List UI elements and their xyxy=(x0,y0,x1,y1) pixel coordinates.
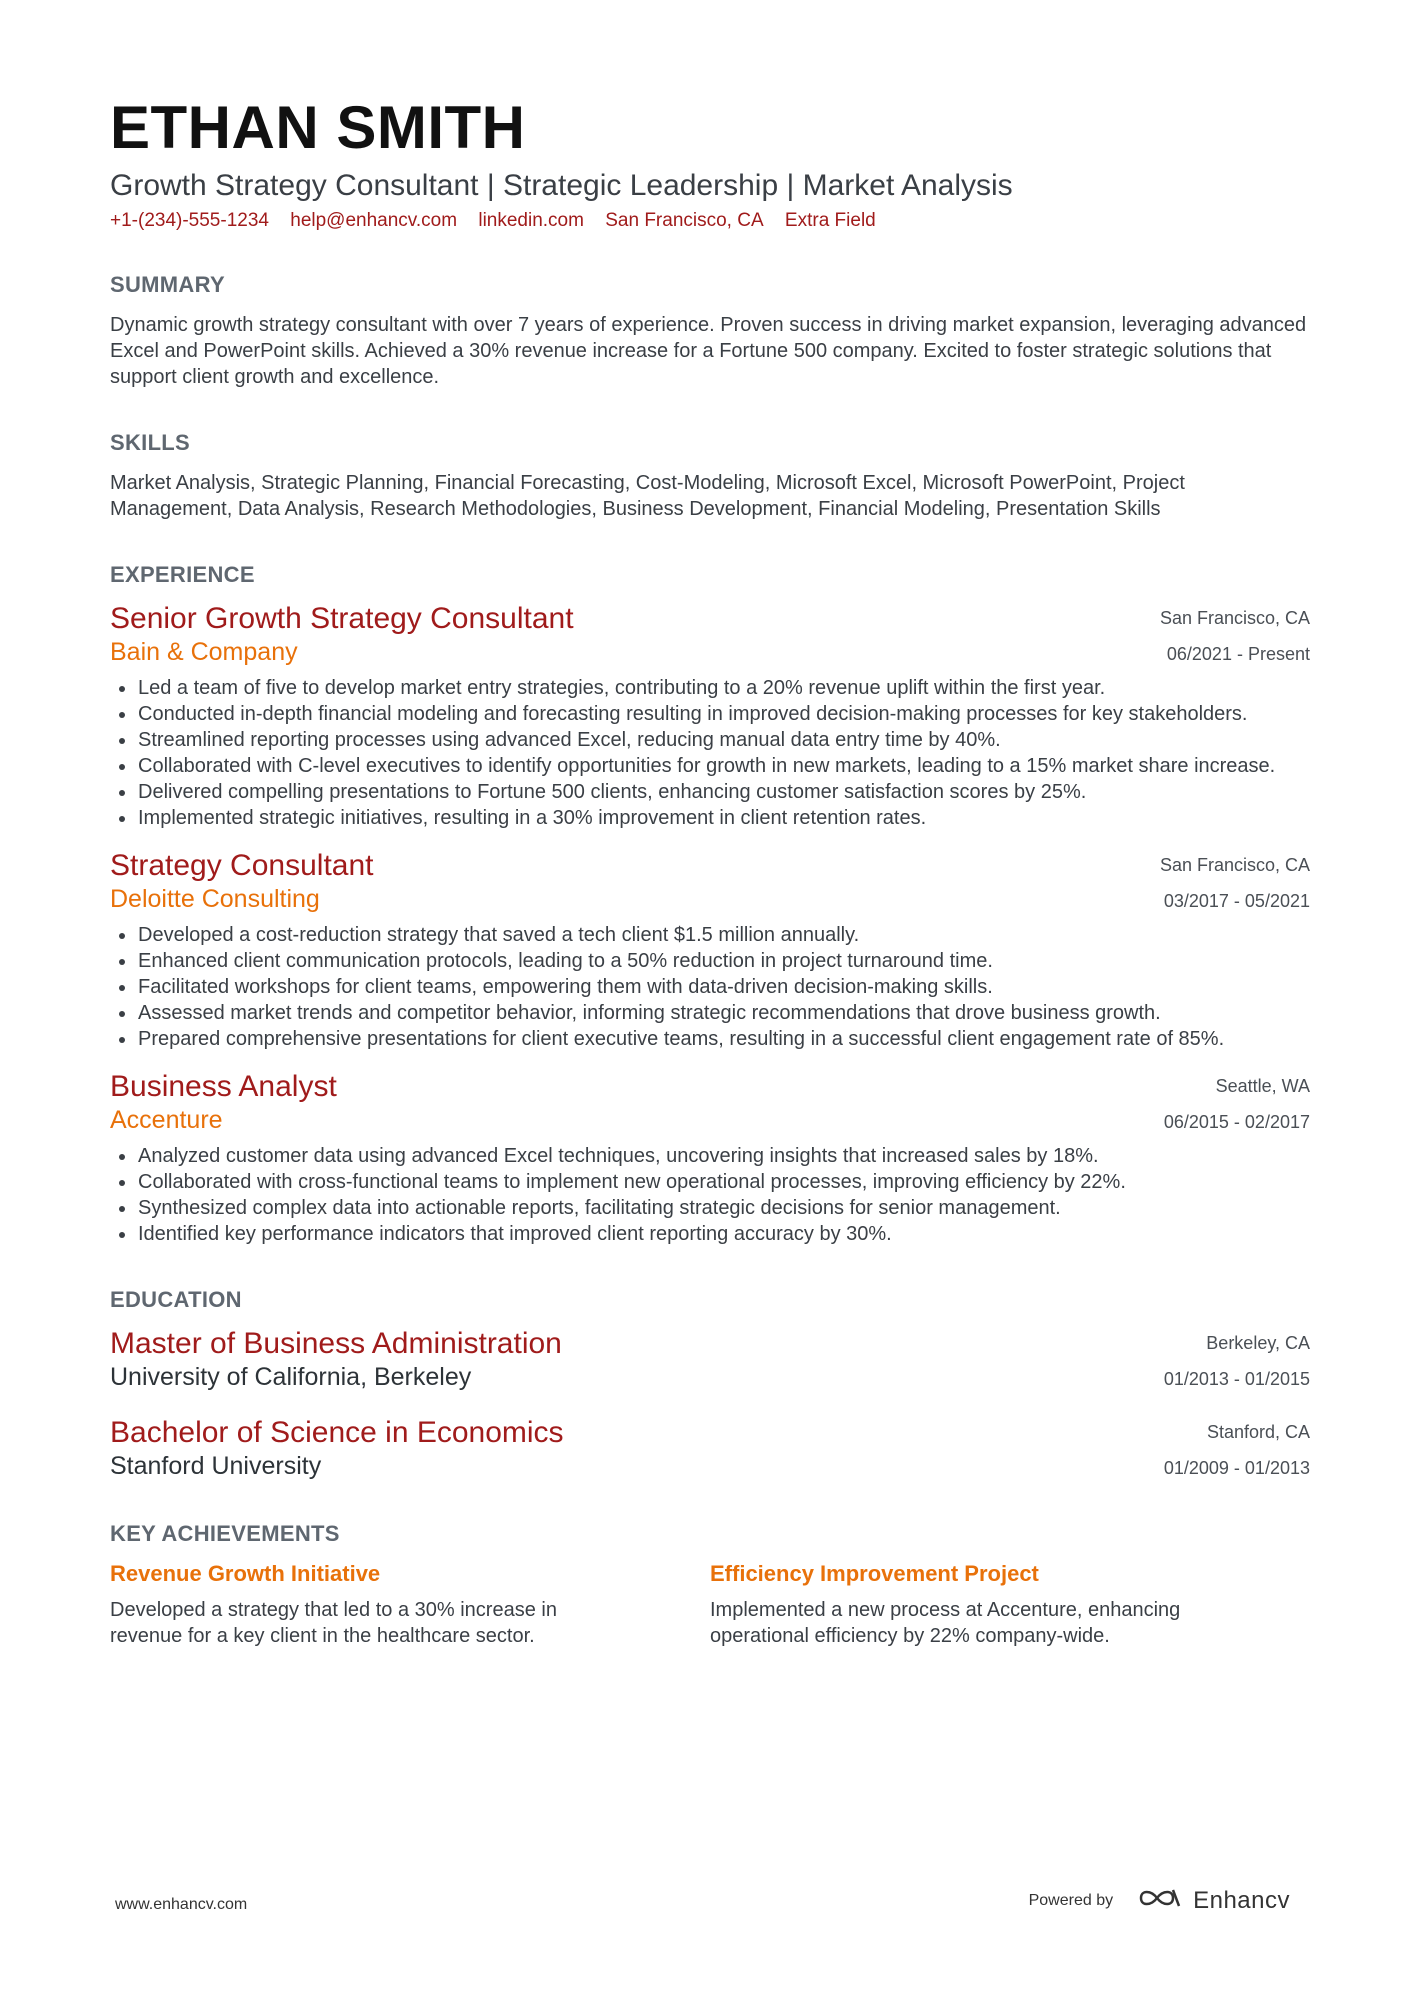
achievements-section xyxy=(110,1521,1310,1649)
job-bullet: Streamlined reporting processes using advanced Excel, reducing manual data entry time by 40%. xyxy=(110,727,1310,753)
school-name: University of California, Berkeley xyxy=(110,1363,472,1391)
job-location: San Francisco, CA xyxy=(1159,855,1310,875)
job-dates: 06/2021 - Present xyxy=(1166,644,1310,664)
contact-email[interactable]: help@enhancv.com xyxy=(290,210,458,231)
contact-extra: Extra Field xyxy=(784,210,876,231)
job-bullet: Facilitated workshops for client teams, empowering them with data-driven decision-making skills. xyxy=(110,974,1310,1000)
job-dates: 06/2015 - 02/2017 xyxy=(1163,1112,1310,1132)
job-bullet: Developed a cost-reduction strategy that saved a tech client $1.5 million annually. xyxy=(110,922,1310,948)
achievement-description: Developed a strategy that led to a 30% increase in revenue for a key client in the healthcare sector. xyxy=(110,1599,557,1647)
enhancv-logo-icon xyxy=(1137,1884,1183,1917)
achievement-title: Revenue Growth Initiative xyxy=(110,1561,381,1586)
job-bullet: Analyzed customer data using advanced Excel techniques, uncovering insights that increased sales by 18%. xyxy=(110,1143,1310,1169)
experience-entry xyxy=(110,1070,1310,1247)
school-location: Stanford, CA xyxy=(1206,1422,1310,1442)
summary-section xyxy=(110,272,1310,390)
contact-line xyxy=(110,210,1310,232)
experience-section xyxy=(110,562,1310,1247)
experience-entry xyxy=(110,602,1310,831)
brand-name: Enhancv xyxy=(1193,1886,1290,1914)
candidate-headline: Growth Strategy Consultant | Strategic Leadership | Market Analysis xyxy=(110,169,1013,202)
education-entry xyxy=(110,1416,1310,1481)
job-location: Seattle, WA xyxy=(1215,1076,1310,1096)
achievement-item xyxy=(110,1561,710,1649)
school-name: Stanford University xyxy=(110,1452,322,1480)
job-title: Strategy Consultant xyxy=(110,849,374,882)
section-title-education: EDUCATION xyxy=(110,1287,242,1312)
job-bullet: Conducted in-depth financial modeling and forecasting resulting in improved decision-making processes for key stakeholders. xyxy=(110,701,1310,727)
job-bullet: Implemented strategic initiatives, resulting in a 30% improvement in client retention rates. xyxy=(110,805,1310,831)
education-section xyxy=(110,1287,1310,1481)
job-title: Business Analyst xyxy=(110,1070,337,1103)
contact-location: San Francisco, CA xyxy=(605,210,764,231)
contact-linkedin[interactable]: linkedin.com xyxy=(478,210,584,231)
job-bullet: Collaborated with cross-functional teams to implement new operational processes, improving efficiency by 22%. xyxy=(110,1169,1310,1195)
job-bullets xyxy=(110,675,1310,831)
school-dates: 01/2009 - 01/2013 xyxy=(1163,1458,1310,1478)
contact-phone[interactable]: +1-(234)-555-1234 xyxy=(110,210,269,231)
job-bullet: Identified key performance indicators that improved client reporting accuracy by 30%. xyxy=(110,1221,1310,1247)
section-title-achievements: KEY ACHIEVEMENTS xyxy=(110,1521,340,1546)
school-dates: 01/2013 - 01/2015 xyxy=(1163,1369,1310,1389)
job-bullet: Synthesized complex data into actionable reports, facilitating strategic decisions for senior management. xyxy=(110,1195,1310,1221)
school-location: Berkeley, CA xyxy=(1206,1333,1310,1353)
job-bullet: Prepared comprehensive presentations for client executive teams, resulting in a successful client engagement rate of 85%. xyxy=(110,1026,1310,1052)
footer-url[interactable]: www.enhancv.com xyxy=(115,1896,248,1913)
degree-title: Bachelor of Science in Economics xyxy=(110,1416,564,1449)
achievement-title: Efficiency Improvement Project xyxy=(710,1561,1039,1586)
powered-by-label: Powered by xyxy=(1028,1891,1114,1909)
job-company: Deloitte Consulting xyxy=(110,885,320,913)
experience-entry xyxy=(110,849,1310,1052)
skills-text: Market Analysis, Strategic Planning, Financial Forecasting, Cost-Modeling, Microsoft Excel, Microsoft PowerPoint, Project Management, Data Analysis, Research Methodologies, Business Development, Financial Modeling, Presentation Skills xyxy=(110,472,1185,520)
section-title-skills: SKILLS xyxy=(110,430,191,455)
resume-header xyxy=(110,96,1310,232)
section-title-experience: EXPERIENCE xyxy=(110,562,255,587)
job-location: San Francisco, CA xyxy=(1159,608,1310,628)
job-dates: 03/2017 - 05/2021 xyxy=(1163,891,1310,911)
degree-title: Master of Business Administration xyxy=(110,1327,562,1360)
education-entry xyxy=(110,1327,1310,1392)
job-bullet: Led a team of five to develop market entry strategies, contributing to a 20% revenue uplift within the first year. xyxy=(110,675,1310,701)
skills-section xyxy=(110,430,1310,522)
job-bullet: Collaborated with C-level executives to identify opportunities for growth in new markets, leading to a 15% market share increase. xyxy=(110,753,1310,779)
resume-page xyxy=(110,96,1310,1649)
candidate-name: ETHAN SMITH xyxy=(110,94,526,161)
job-bullet: Assessed market trends and competitor behavior, informing strategic recommendations that drove business growth. xyxy=(110,1000,1310,1026)
section-title-summary: SUMMARY xyxy=(110,272,225,297)
footer-brand[interactable] xyxy=(1029,1884,1290,1917)
job-bullet: Enhanced client communication protocols, leading to a 50% reduction in project turnaround time. xyxy=(110,948,1310,974)
job-title: Senior Growth Strategy Consultant xyxy=(110,602,574,635)
job-bullets xyxy=(110,1143,1310,1247)
achievement-item xyxy=(710,1561,1310,1649)
achievements-grid xyxy=(110,1561,1310,1649)
job-bullet: Delivered compelling presentations to Fortune 500 clients, enhancing customer satisfaction scores by 25%. xyxy=(110,779,1310,805)
job-company: Bain & Company xyxy=(110,638,298,666)
job-bullets xyxy=(110,922,1310,1052)
achievement-description: Implemented a new process at Accenture, enhancing operational efficiency by 22% company-wide. xyxy=(710,1599,1181,1647)
job-company: Accenture xyxy=(110,1106,223,1134)
summary-text: Dynamic growth strategy consultant with over 7 years of experience. Proven success in driving market expansion, leveraging advanced Excel and PowerPoint skills. Achieved a 30% revenue increase for a Fortune 500 company. Excited to foster strategic solutions that support client growth and excellence. xyxy=(110,314,1307,388)
